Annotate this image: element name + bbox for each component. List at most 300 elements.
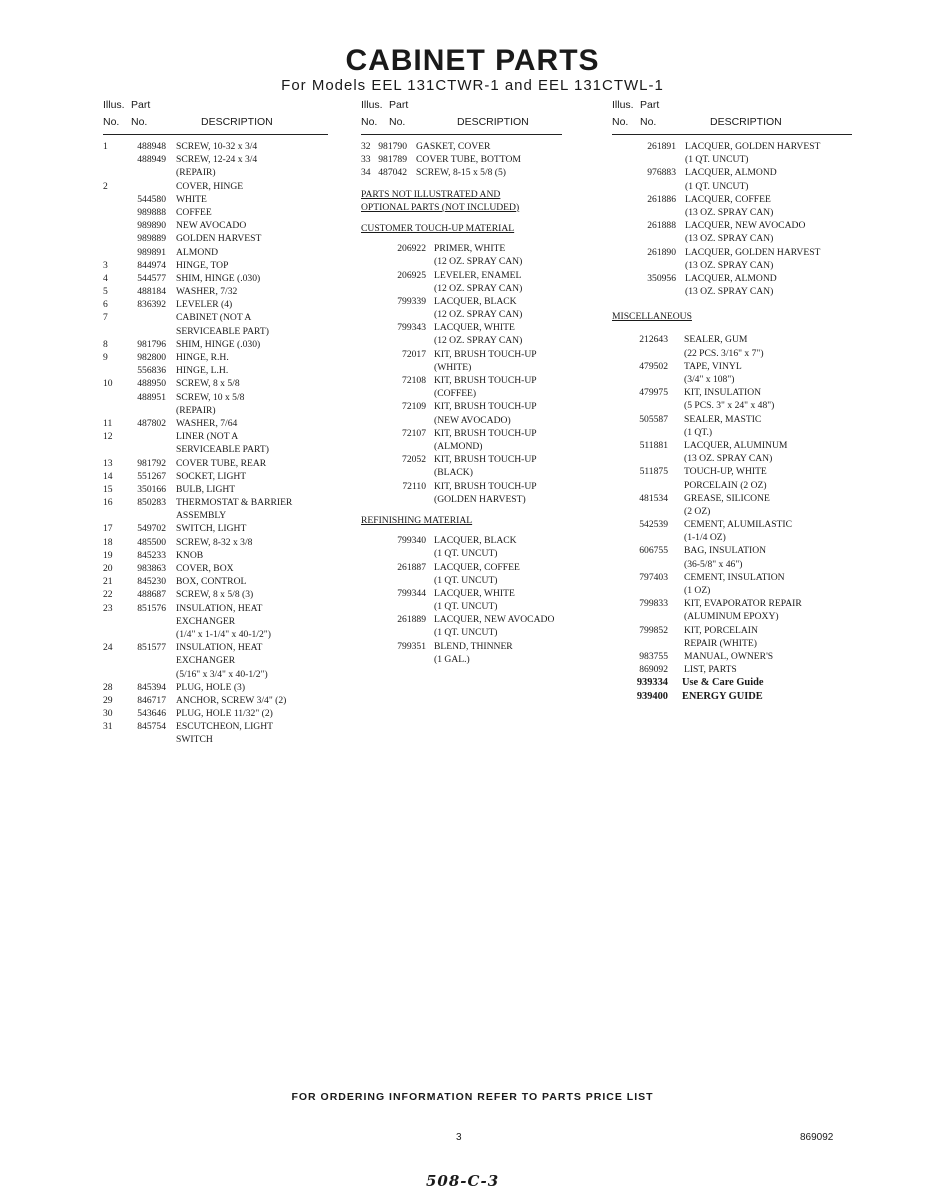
part-number: 989888 (137, 206, 166, 218)
part-description: (1 QT. UNCUT) (434, 627, 498, 639)
parts-row (361, 640, 562, 653)
parts-row (612, 571, 852, 584)
part-description: WASHER, 7/64 (176, 417, 238, 429)
parts-row (361, 140, 562, 153)
parts-row (361, 295, 562, 308)
parts-row (103, 325, 328, 338)
parts-row (612, 676, 852, 689)
part-description: (WHITE) (434, 361, 472, 373)
parts-row (103, 153, 328, 166)
column-header (103, 98, 328, 135)
parts-row (103, 404, 328, 417)
part-number: 488950 (137, 378, 166, 390)
page-subtitle: For Models EEL 131CTWR-1 and EEL 131CTWL-1 (281, 77, 664, 94)
part-number: 261887 (397, 561, 426, 573)
part-description: HINGE, L.H. (176, 365, 229, 377)
part-number: 850283 (137, 497, 166, 509)
parts-row (103, 219, 328, 232)
parts-list (103, 135, 328, 747)
parts-row (361, 334, 562, 347)
part-description: (GOLDEN HARVEST) (434, 493, 526, 505)
parts-row (612, 505, 852, 518)
part-description: KIT, BRUSH TOUCH-UP (434, 375, 537, 387)
header-part: Part (640, 99, 660, 111)
illus-number: 5 (103, 286, 108, 298)
part-description: (2 OZ) (684, 505, 711, 517)
header-illus: Illus. (103, 99, 125, 111)
part-description: COVER, BOX (176, 563, 234, 574)
illus-number: 30 (103, 708, 113, 720)
parts-row (103, 588, 328, 601)
parts-row (103, 377, 328, 390)
part-number: 844974 (137, 259, 166, 271)
part-description: SCREW, 8 x 5/8 (176, 378, 240, 390)
parts-row (103, 509, 328, 522)
part-number: 989890 (137, 220, 166, 232)
parts-column-1 (103, 98, 328, 747)
part-description: (BLACK) (434, 467, 473, 479)
part-description: LACQUER, ALMOND (685, 272, 777, 284)
part-description: WHITE (176, 193, 207, 205)
illus-number: 12 (103, 431, 113, 443)
parts-row (361, 453, 562, 466)
parts-row (361, 561, 562, 574)
part-number: 869092 (639, 664, 668, 676)
parts-row (361, 255, 562, 268)
part-number: 261890 (647, 246, 676, 258)
part-description: LACQUER, NEW AVOCADO (685, 220, 806, 232)
part-description: INSULATION, HEAT (176, 642, 263, 654)
part-description: SEALER, MASTIC (684, 413, 762, 425)
part-description: SCREW, 10-32 x 3/4 (176, 141, 258, 152)
part-number: 983755 (639, 650, 668, 662)
parts-row (612, 219, 852, 232)
part-description: LEVELER (4) (176, 299, 233, 311)
part-description: SCREW, 8-32 x 3/8 (176, 536, 253, 548)
header-no: No. (612, 116, 629, 128)
part-description: (22 PCS. 3/16" x 7") (684, 347, 764, 359)
part-number: 350166 (137, 483, 166, 495)
header-description: DESCRIPTION (710, 116, 782, 128)
part-description: COVER TUBE, REAR (176, 457, 267, 469)
part-number: 983863 (137, 563, 166, 574)
part-description: (COFFEE) (434, 388, 477, 400)
part-number: 976883 (647, 167, 676, 179)
part-description: SEALER, GUM (684, 334, 748, 346)
part-description: (NEW AVOCADO) (434, 414, 511, 426)
parts-row (361, 600, 562, 613)
part-number: 261886 (647, 193, 676, 205)
part-description: Use & Care Guide (682, 677, 764, 689)
parts-row (612, 347, 852, 360)
part-number: 72108 (402, 375, 426, 387)
parts-row (103, 457, 328, 470)
parts-row (612, 492, 852, 505)
illus-number: 21 (103, 576, 113, 588)
illus-number: 2 (103, 180, 108, 192)
part-description: ANCHOR, SCREW 3/4" (2) (176, 694, 287, 706)
part-description: (REPAIR) (176, 167, 216, 179)
part-number: 487802 (137, 417, 166, 429)
illus-number: 16 (103, 497, 113, 509)
parts-row (361, 242, 562, 255)
parts-row (103, 391, 328, 404)
part-number: 485500 (137, 536, 166, 548)
part-number: 549702 (137, 523, 166, 535)
parts-row (103, 733, 328, 746)
part-description: CEMENT, ALUMILASTIC (684, 519, 793, 531)
parts-row (361, 153, 562, 166)
part-description: KNOB (176, 549, 204, 561)
part-description: REPAIR (WHITE) (684, 637, 757, 649)
part-description: LACQUER, ALMOND (685, 167, 777, 179)
part-number: 72052 (402, 454, 426, 466)
part-description: SWITCH (176, 734, 213, 746)
part-number: 799852 (639, 624, 668, 636)
parts-row (612, 452, 852, 465)
part-number: 206922 (397, 243, 426, 255)
part-description: SOCKET, LIGHT (176, 470, 247, 482)
parts-row (612, 650, 852, 663)
part-description: (12 OZ. SPRAY CAN) (434, 335, 523, 347)
parts-list (612, 135, 852, 703)
part-description: LACQUER, GOLDEN HARVEST (685, 246, 821, 258)
parts-row (103, 417, 328, 430)
part-description: LACQUER, NEW AVOCADO (434, 614, 555, 626)
parts-row (103, 180, 328, 193)
illus-number: 14 (103, 470, 113, 482)
parts-row (361, 400, 562, 413)
part-description: COFFEE (176, 206, 212, 218)
parts-row (361, 348, 562, 361)
note-heading: OPTIONAL PARTS (NOT INCLUDED) (361, 201, 520, 213)
parts-row (361, 427, 562, 440)
part-description: KIT, BRUSH TOUCH-UP (434, 454, 537, 466)
header-part-no: No. (131, 116, 148, 128)
part-description: (13 OZ. SPRAY CAN) (685, 206, 774, 218)
part-description: LACQUER, GOLDEN HARVEST (685, 141, 821, 152)
part-description: GOLDEN HARVEST (176, 233, 262, 245)
parts-row (361, 440, 562, 453)
parts-row (103, 338, 328, 351)
part-number: 799339 (397, 295, 426, 307)
parts-row (612, 584, 852, 597)
part-number: 544577 (137, 272, 166, 284)
part-description: KIT, PORCELAIN (684, 624, 758, 636)
parts-row (103, 483, 328, 496)
part-description: EXCHANGER (176, 655, 236, 667)
part-description: ASSEMBLY (176, 510, 227, 522)
part-number: 799340 (397, 535, 426, 547)
parts-row (612, 426, 852, 439)
part-number: 845230 (137, 576, 166, 588)
part-number: 799351 (397, 640, 426, 652)
illus-number: 32 (361, 141, 371, 152)
illus-number: 31 (103, 721, 113, 733)
part-number: 488951 (137, 391, 166, 403)
part-number: 72017 (402, 348, 426, 360)
part-description: COVER, HINGE (176, 180, 244, 192)
parts-row (103, 562, 328, 575)
part-description: (13 OZ. SPRAY CAN) (685, 286, 774, 298)
part-number: 797403 (639, 571, 668, 583)
part-description: ALMOND (176, 246, 219, 258)
ordering-note: FOR ORDERING INFORMATION REFER TO PARTS PRICE LIST (291, 1091, 654, 1103)
part-description: LIST, PARTS (684, 664, 737, 676)
header-no: No. (361, 116, 378, 128)
part-number: 511881 (639, 439, 668, 451)
section-heading-miscellaneous: MISCELLANEOUS (612, 311, 692, 323)
parts-row (612, 373, 852, 386)
parts-list (361, 135, 562, 666)
parts-column-2 (361, 98, 562, 666)
handwritten-note: 508-C-3 (426, 1172, 500, 1190)
illus-number: 4 (103, 272, 108, 284)
parts-row (103, 246, 328, 259)
part-description: (1 GAL.) (434, 653, 470, 665)
parts-row (103, 193, 328, 206)
parts-row (612, 360, 852, 373)
parts-row (103, 694, 328, 707)
part-number: 350956 (647, 272, 676, 284)
part-description: LACQUER, WHITE (434, 322, 515, 334)
part-number: 989891 (137, 246, 166, 258)
illus-number: 24 (103, 642, 113, 654)
parts-row (103, 707, 328, 720)
part-number: 556836 (137, 365, 166, 377)
parts-row (612, 544, 852, 557)
parts-column-3 (612, 98, 852, 703)
part-number: 72110 (402, 480, 426, 492)
part-number: 836392 (137, 299, 166, 311)
parts-row (103, 536, 328, 549)
part-description: COVER TUBE, BOTTOM (416, 154, 521, 166)
parts-row (612, 465, 852, 478)
part-description: (12 OZ. SPRAY CAN) (434, 282, 523, 294)
part-description: SERVICEABLE PART) (176, 325, 269, 337)
part-description: TOUCH-UP, WHITE (684, 466, 767, 478)
parts-row (103, 549, 328, 562)
part-number: 72109 (402, 401, 426, 413)
document-number: 869092 (800, 1132, 834, 1143)
part-description: (1/4" x 1-1/4" x 40-1/2") (176, 628, 271, 640)
parts-row (612, 272, 852, 285)
part-number: 982800 (137, 352, 166, 363)
illus-number: 22 (103, 589, 113, 601)
part-description: SCREW, 12-24 x 3/4 (176, 154, 258, 166)
parts-row (612, 531, 852, 544)
part-description: PRIMER, WHITE (434, 243, 506, 255)
part-description: KIT, BRUSH TOUCH-UP (434, 427, 537, 439)
part-number: 488949 (137, 154, 166, 166)
parts-row (103, 522, 328, 535)
part-number: 851577 (137, 642, 166, 654)
part-number: 542539 (639, 519, 668, 531)
part-description: GASKET, COVER (416, 141, 491, 152)
illus-number: 8 (103, 338, 108, 350)
part-description: (REPAIR) (176, 404, 216, 416)
part-description: (12 OZ. SPRAY CAN) (434, 256, 523, 268)
part-number: 981792 (137, 457, 166, 469)
part-description: SHIM, HINGE (.030) (176, 338, 261, 350)
part-description: TAPE, VINYL (684, 360, 742, 372)
part-description: HINGE, R.H. (176, 352, 229, 363)
part-description: WASHER, 7/32 (176, 286, 238, 298)
parts-row (612, 518, 852, 531)
parts-row (103, 628, 328, 641)
parts-row (612, 624, 852, 637)
header-illus: Illus. (361, 99, 383, 111)
page-title: CABINET PARTS (345, 44, 600, 77)
parts-row (612, 597, 852, 610)
illus-number: 1 (103, 141, 108, 152)
parts-row (612, 232, 852, 245)
part-number: 488948 (137, 141, 166, 152)
parts-row (361, 374, 562, 387)
part-description: (1 QT. UNCUT) (685, 180, 749, 192)
parts-row (103, 206, 328, 219)
part-number: 851576 (137, 602, 166, 614)
header-part: Part (389, 99, 409, 111)
parts-row (361, 321, 562, 334)
part-number: 939334 (636, 677, 668, 689)
part-description: LACQUER, COFFEE (685, 193, 771, 205)
header-illus: Illus. (612, 99, 634, 111)
parts-row (103, 430, 328, 443)
parts-row (103, 668, 328, 681)
header-description: DESCRIPTION (201, 116, 273, 128)
part-description: (36-5/8" x 46") (684, 558, 743, 570)
parts-row (612, 386, 852, 399)
parts-row (103, 443, 328, 456)
parts-row (361, 466, 562, 479)
illus-number: 10 (103, 378, 113, 390)
column-header (361, 98, 562, 135)
header-part-no: No. (389, 116, 406, 128)
part-description: PLUG, HOLE (3) (176, 681, 246, 693)
parts-row (612, 558, 852, 571)
part-description: LINER (NOT A (176, 431, 239, 443)
parts-row (361, 308, 562, 321)
parts-row (103, 654, 328, 667)
illus-number: 20 (103, 563, 113, 574)
part-number: 487042 (378, 167, 407, 179)
column-header (612, 98, 852, 135)
parts-row (612, 140, 852, 153)
part-description: NEW AVOCADO (176, 220, 247, 232)
parts-row (612, 399, 852, 412)
part-description: CEMENT, INSULATION (684, 571, 785, 583)
parts-row (361, 166, 562, 179)
parts-row (103, 140, 328, 153)
parts-row (361, 480, 562, 493)
part-description: (1-1/4 OZ) (684, 532, 726, 544)
parts-row (361, 587, 562, 600)
parts-row (103, 641, 328, 654)
part-description: LACQUER, BLACK (434, 535, 517, 547)
parts-row (612, 479, 852, 492)
part-description: INSULATION, HEAT (176, 602, 263, 614)
part-description: BOX, CONTROL (176, 576, 247, 588)
part-description: KIT, EVAPORATOR REPAIR (684, 598, 802, 610)
part-description: SCREW, 8 x 5/8 (3) (176, 589, 254, 601)
part-description: (5/16" x 3/4" x 40-1/2") (176, 668, 268, 680)
parts-row (612, 206, 852, 219)
note-heading: PARTS NOT ILLUSTRATED AND (361, 188, 501, 200)
part-description: THERMOSTAT & BARRIER (176, 497, 293, 509)
illus-number: 13 (103, 457, 113, 469)
part-description: SCREW, 8-15 x 5/8 (5) (416, 167, 506, 179)
parts-row (103, 496, 328, 509)
parts-row (612, 610, 852, 623)
illus-number: 11 (103, 417, 113, 429)
part-description: LACQUER, ALUMINUM (684, 439, 788, 451)
part-number: 488687 (137, 589, 166, 601)
part-description: GREASE, SILICONE (684, 492, 770, 504)
part-number: 939400 (636, 690, 668, 702)
part-description: (5 PCS. 3" x 24" x 48") (684, 400, 775, 412)
part-description: (13 OZ. SPRAY CAN) (684, 453, 773, 465)
parts-row (612, 259, 852, 272)
parts-row (361, 653, 562, 666)
illus-number: 9 (103, 352, 108, 363)
part-description: (13 OZ. SPRAY CAN) (685, 233, 774, 245)
part-description: (1 QT. UNCUT) (434, 548, 498, 560)
part-number: 488184 (137, 286, 166, 298)
part-description: (1 OZ) (684, 585, 711, 597)
header-part: Part (131, 99, 151, 111)
header-part-no: No. (640, 116, 657, 128)
parts-row (361, 414, 562, 427)
part-description: SERVICEABLE PART) (176, 444, 269, 456)
parts-row (103, 285, 328, 298)
part-number: 799343 (397, 322, 426, 334)
part-number: 261891 (647, 141, 676, 152)
illus-number: 23 (103, 602, 113, 614)
part-number: 846717 (137, 694, 166, 706)
part-description: (ALUMINUM EPOXY) (684, 611, 779, 623)
illus-number: 29 (103, 694, 113, 706)
illus-number: 34 (361, 167, 371, 179)
part-number: 845233 (137, 549, 166, 561)
parts-row (361, 613, 562, 626)
parts-row (361, 574, 562, 587)
parts-row (612, 193, 852, 206)
part-description: PORCELAIN (2 OZ) (684, 479, 767, 491)
illus-number: 28 (103, 681, 113, 693)
part-description: KIT, INSULATION (684, 387, 762, 399)
parts-row (612, 285, 852, 298)
part-number: 981789 (378, 154, 407, 166)
part-description: LEVELER, ENAMEL (434, 269, 522, 281)
illus-number: 3 (103, 259, 108, 271)
part-number: 799833 (639, 598, 668, 610)
part-description: PLUG, HOLE 11/32" (2) (176, 708, 273, 720)
part-number: 981790 (378, 141, 407, 152)
part-description: LACQUER, COFFEE (434, 561, 520, 573)
page-number: 3 (456, 1132, 462, 1143)
parts-row (612, 663, 852, 676)
parts-row (361, 493, 562, 506)
parts-row (103, 232, 328, 245)
part-description: CABINET (NOT A (176, 312, 252, 324)
part-description: MANUAL, OWNER'S (684, 650, 774, 662)
part-number: 544580 (137, 193, 166, 205)
part-description: BULB, LIGHT (176, 483, 236, 495)
parts-row (612, 180, 852, 193)
parts-row (103, 615, 328, 628)
part-description: LACQUER, WHITE (434, 587, 515, 599)
